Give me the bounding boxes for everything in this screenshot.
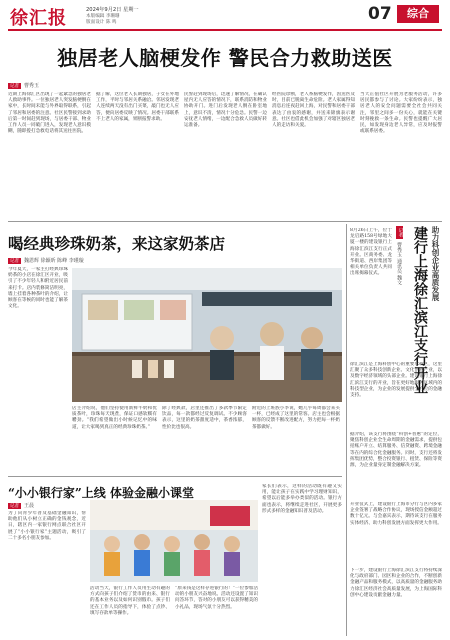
page-number: 07 [368,4,392,24]
article3-col-4: 家长们表示，这样的活动既有趣又实用，能让孩子在实践中学习理财知识，希望以后能多举办类似的活动。银行方面也表示，将继续走进社区，开展更多形式多样的金融知识普及活动。 [262,484,342,514]
section-badge: 综合 [397,5,439,23]
article1-col-2: 据了解，这位老人长期独居，子女在外地工作，平时与邻居关系融洽。邻居发现老人连续两天没有出门买菜，敲门也无人应答，便向居委反映了情况。居委干部联系不上老人的家属，果断报警求助。 [96,92,179,122]
header-rule [8,29,442,31]
article1-headline: 独居老人脑梗发作 警民合力救助送医 [57,46,393,70]
article3-col-2: 活动当天，银行工作人员用生动有趣的方式向孩子们介绍了货币的由来、银行的基本业务以及如何识别假币。孩子们还在工作人员的指导下，体验了点钞、填写存款单等操作。 [90,586,170,616]
article3-headline: “小小银行家”上线 体验金融小课堂 [8,486,194,500]
article2-col-1: 今年夏天，一家主打经典珍珠奶茶的小店在徐汇区开业，吸引了不少年轻人和附近居民前来打卡。店内装修简洁明亮，墙上挂着各种茶叶的介绍，让顾客在等候的同时也能了解茶文化。 [8,267,68,310]
article4-col-4: 开业仪式上，建设银行上海市分行与区内多家企业签署了战略合作协议，现场授信金额超过数十亿元。与会嘉宾表示，期待该支行在服务实体经济、助力科创发展方面发挥更大作用。 [350,502,442,526]
article1-col-5: 当天正值社区开展为老服务活动，许多居民都参与了讨论。大家纷纷表示，独居老人的安全问题需要全社会共同关注，邻里之间多一份关心，就能在关键时刻挽救一条生命。民警也提醒广大居民，如发现身边老人异常，应及时报警或联系居委。 [360,92,442,135]
byline-tag: 记者 [10,258,19,264]
article2-byline [8,257,84,264]
classroom-illustration [90,500,258,582]
article4-col-3: 据介绍，该支行将围绕“科创+普惠”的定位，聚焦科创企业全生命周期的金融需求，提供包括账户开立、结算服务、信贷融资、跨境金融等在内的综合化金融服务。同时，支行还将发挥集团优势，整合投资银行、租赁、保险等资源，为企业量身定制金融解决方案。 [350,432,442,469]
article4-col-2: 徐汇滨江是上海科创中心的重要承载区，这里汇聚了众多科技创新企业、文化创意产业，以及数字经济领域的头部企业。建设银行上海徐汇滨江支行的开业，旨在更好地服务区域内的科技型企业，为企业的发展提供全方位的金融支持。 [350,362,442,399]
article2-col-3: 除了经典款，店里还推出了多款季节限定饮品，每一款都经过反复调试。不少顾客表示，这里的奶茶甜度适中，茶香浓郁，性价比也很高。 [162,406,247,430]
byline-name: 王晨 [24,503,35,509]
designer-line: 版面设计 陈 鸣 [86,20,117,25]
divider [8,221,442,222]
byline-name: 曹秀玉 [24,83,40,89]
article1-byline [8,82,39,89]
article3-byline [8,502,34,509]
article1-col-3: 民警赶到现场后，迅速了解情况，在确认屋内无人应答的情况下，联系消防和物业协助开门。进门后发现老人倒在卧室地上，意识不清，情况十分危急。民警一边安抚老人情绪，一边配合急救人员做好转运准备。 [184,92,267,129]
article3-col-1: 为了向青少年普及基础金融知识，帮助他们从小树立正确的金钱观念，近日，辖区内一家银行网点联合社区开展了“小小银行家”主题活动，吸引了二十多名小朋友参加。 [8,511,86,541]
article2-col-2: 店主介绍说，他们坚持使用新鲜牛奶和优质茶叶，珍珠每天现煮，保证口感软糯有嚼劲。“我们希望做出小时候记忆中的味道，让大家喝到真正的经典珍珠奶茶。” [72,406,157,430]
article2-headline: 喝经典珍珠奶茶，来这家奶茶店 [8,234,226,253]
article4-col-1: 8月26日上午，位于龙启路158号绿地大厦一楼的建设银行上海徐汇滨江支行正式开业。区商务委、龙华街道、西岸集团等相关单位负责人共同出席揭幕仪式。 [350,228,392,277]
byline-tag: 记者 [10,503,19,509]
column-rule [346,224,347,636]
divider [8,476,342,477]
article3-col-3: “原来钱是这样存进银行的！”一位参加活动的小朋友兴奋地说。活动还设置了知识问答环节，答对的小朋友可以获得精美的小礼品，现场气氛十分热烈。 [175,586,258,610]
article1-col-1: 近期上海徐汇区出现了一起紧急的独居老人救助事件。一位独居老人突发脑梗倒在家中，长时间未能与外界取得联系，引起了邻居和居委的注意。社区民警接到求助后第一时间赶到现场，与居委干部、物业工作人员一同破门进入，发现老人意识模糊，随即拨打急救电话将其送往医院。 [8,92,91,135]
byline-names: 魏恩辉 徐颖昕 陈峰 李瑾璇 [24,258,84,264]
article4-headline: 建行上海徐汇滨江支行开业 [412,226,428,394]
masthead-logo: 徐汇报 [10,8,67,29]
byline-tag: 记者 [398,228,403,237]
date-line: 2024年9月2日 星期一 [86,7,139,13]
byline-names: 曹秀玉 通讯员 魏文 [396,242,402,286]
editor-line: 本版编辑 李珊珊 [86,14,120,19]
article4-col-5: 下一步，建设银行上海徐汇滨江支行将持续深化与政府部门、园区和企业的合作，不断创新金融产品和服务模式，以高质量的金融服务助力徐汇区经济社会高质量发展，为上海国际科创中心建设贡献金融力量。 [350,568,442,598]
article2-col-4: 附近的上班族小李说，她几乎每周都会来买一杯，已经成了这里的常客。店主也会根据顾客的反馈不断改进配方，努力把每一杯奶茶都做好。 [252,406,340,430]
article4-byline [396,226,403,285]
tea-shop-illustration [72,268,342,402]
article1-col-4: 经医院诊断，老人系脑梗发作，因送医及时，目前已脱离生命危险。老人家属得知消息后连夜赶回上海，对民警和居委干部表达了由衷的感谢，并送来锦旗表示谢意。社区也借此机会加强了对辖区独居老人的走访和关爱。 [272,92,355,129]
article4-kicker: 助力科创企业高质发展 [431,226,440,301]
byline-tag: 记者 [10,83,19,89]
tea-shop-photo [72,268,342,402]
kids-class-photo [90,500,258,582]
